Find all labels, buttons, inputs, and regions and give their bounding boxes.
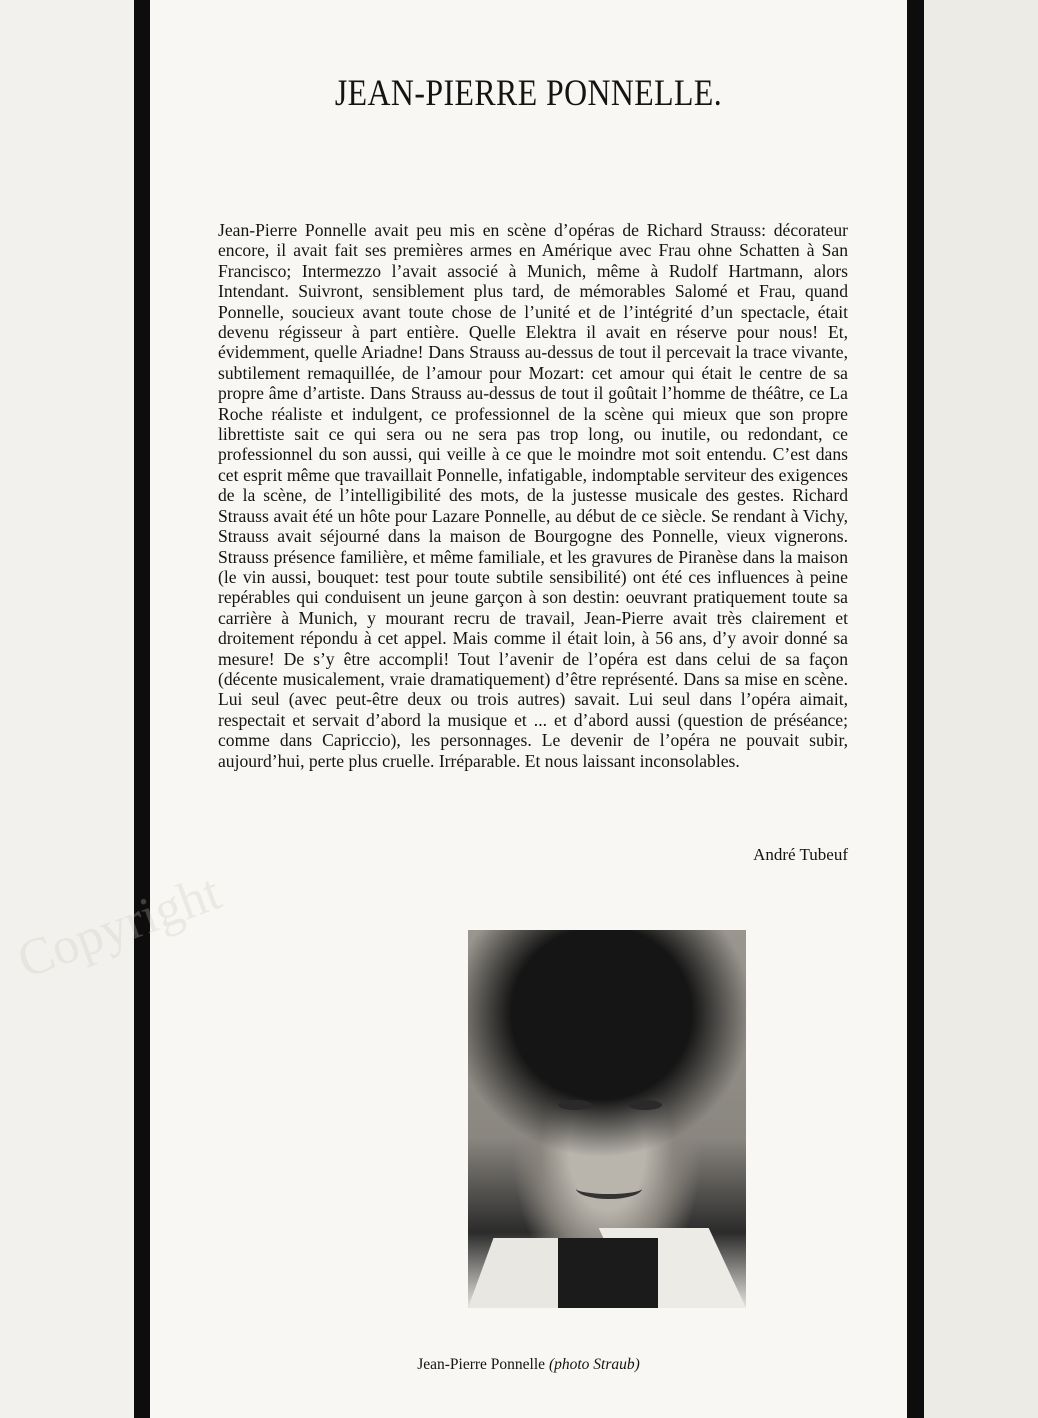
photo-shirt [558, 1238, 658, 1308]
photo-mouth [576, 1178, 642, 1199]
photo-eye-right [628, 1100, 662, 1110]
author-signature: André Tubeuf [753, 845, 848, 864]
copyright-watermark: Copyright [10, 863, 229, 990]
page [150, 0, 907, 1418]
right-margin [924, 0, 1038, 1418]
portrait-photo [468, 930, 746, 1308]
page-title: JEAN-PIERRE PONNELLE. [334, 73, 723, 114]
caption-credit: (photo Straub) [548, 1356, 640, 1373]
left-black-border [134, 0, 150, 1418]
left-margin [0, 0, 134, 1418]
right-black-border [907, 0, 924, 1418]
caption-name: Jean-Pierre Ponnelle [417, 1356, 546, 1373]
article-body: Jean-Pierre Ponnelle avait peu mis en scène d’opéras de Richard Strauss: décorateur encore, il avait fait ses premières armes en Amérique avec Frau ohne Schatten à San Francisco; Intermezzo l’avait associé à Munich, même à Rudolf Hartmann, alors Intendant. Suivront, sensiblement plus tard, de mémorables Salomé et Frau, quand Ponnelle, soucieux avant toute chose de l’unité et de l’intégrité d’un spectacle, était devenu régisseur à part entière. Quelle Elektra il avait en réserve pour nous! Et, évidemment, quelle Ariadne! Dans Strauss au-dessus de tout il percevait la trace vivante, subtilement remaquillée, de l’amour pour Mozart: cet amour qui était le centre de sa propre âme d’artiste. Dans Strauss au-dessus de tout il goûtait l’homme de théâtre, ce La Roche réaliste et indulgent, ce professionnel de la scène qui mieux que son propre librettiste sait ce qui sera ou ne sera pas trop long, ou inutile, ou redondant, ce professionnel du son aussi, qui veille à ce que le moindre mot soit entendu. C’est dans cet esprit même que travaillait Ponnelle, infatigable, indomptable serviteur des exigences de la scène, de l’intelligibilité des mots, de la justesse musicale des gestes. Richard Strauss avait été un hôte pour Lazare Ponnelle, au début de ce siècle. Se rendant à Vichy, Strauss avait séjourné dans la maison de Bourgogne des Ponnelle, vieux vignerons. Strauss présence familière, et même familiale, et les gravures de Piranèse dans la maison (le vin aussi, bouquet: test pour toute subtile sensibilité) ont été ces influences à peine repérables qui conduisent un jeune garçon à son destin: oeuvrant pratiquement toute sa carrière à Munich, y mourant recru de travail, Jean-Pierre avait très clairement et droitement répondu à cet appel. Mais comme il était loin, à 56 ans, d’y avoir donné sa mesure! De s’y être accompli! Tout l’avenir de l’opéra est dans celui de sa façon (décente musicalement, vraie dramatiquement) d’être représenté. Dans sa mise en scène. Lui seul (avec peut-être deux ou trois autres) savait. Lui seul dans l’opéra aimait, respectait et servait d’abord la musique et ... et d’abord aussi (question de préséance; comme dans Capriccio), les personnages. Le devenir de l’opéra ne pouvait subir, aujourd’hui, perte plus cruelle. Irréparable. Et nous laissant inconsolables. [218, 220, 848, 771]
photo-eye-left [558, 1100, 592, 1110]
photo-caption [150, 1356, 907, 1374]
